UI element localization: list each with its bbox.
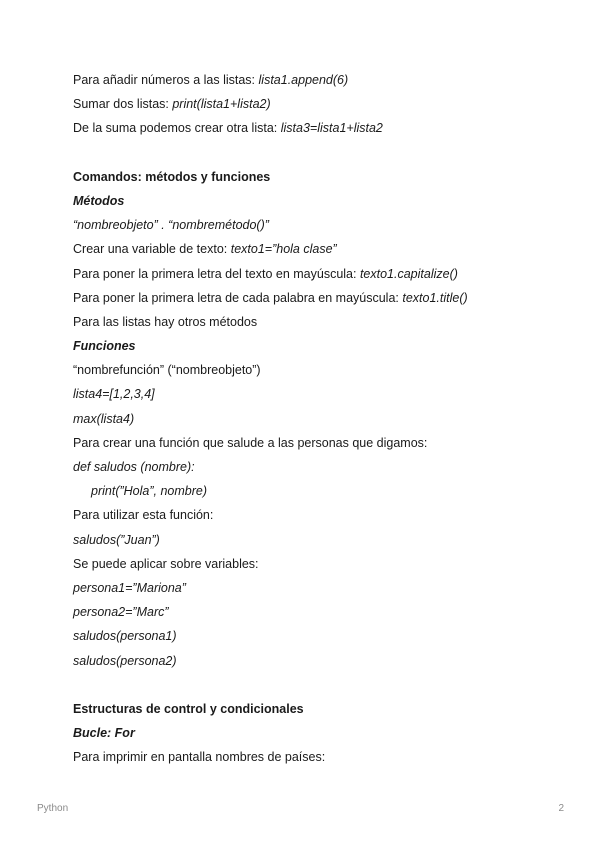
code-line: persona2=”Marc” [73, 605, 169, 620]
inline-text: Para poner la primera letra de cada palabra en mayúscula: [73, 290, 403, 305]
code-line-indented: print(”Hola”, nombre) [91, 484, 208, 499]
code-line: saludos(persona1) [73, 629, 177, 644]
paragraph-line [73, 290, 573, 306]
code-line: persona1=”Mariona” [73, 580, 186, 595]
inline-code: texto1=”hola clase” [230, 242, 337, 257]
inline-text: Sumar dos listas: [73, 97, 173, 112]
paragraph-line [73, 96, 573, 112]
inline-text: Crear una variable de texto: [73, 242, 231, 257]
inline-text: Para añadir números a las listas: [73, 73, 259, 87]
code-line: def saludos (nombre): [73, 460, 195, 474]
code-line: saludos(persona2) [73, 653, 177, 668]
inline-code: lista3=lista1+lista2 [280, 121, 383, 136]
inline-code: texto1.capitalize() [359, 266, 458, 281]
code-line: max(lista4) [73, 411, 135, 426]
inline-text: De la suma podemos crear otra lista: [73, 121, 281, 136]
paragraph-line: Para las listas hay otros métodos [73, 314, 258, 329]
paragraph-line: Se puede aplicar sobre variables: [73, 556, 259, 571]
inline-code: texto1.title() [402, 290, 468, 305]
subsection-heading: Bucle: For [73, 726, 135, 741]
paragraph-line [73, 72, 573, 88]
page-number: 2 [558, 803, 564, 814]
paragraph-line: Para crear una función que salude a las personas que digamos: [73, 435, 428, 450]
inline-text: Para poner la primera letra del texto en mayúscula: [73, 266, 360, 281]
code-line: saludos(”Juan”) [73, 532, 160, 547]
subsection-heading: Métodos [73, 193, 125, 208]
code-line: lista4=[1,2,3,4] [73, 387, 155, 402]
paragraph-line: Para imprimir en pantalla nombres de países: [73, 750, 326, 765]
blank-line [73, 145, 573, 161]
blank-line [73, 677, 573, 693]
section-heading: Estructuras de control y condicionales [73, 701, 304, 716]
document-body [73, 72, 573, 773]
subsection-heading: Funciones [73, 339, 136, 354]
paragraph-line [73, 241, 573, 257]
paragraph-line [73, 120, 573, 136]
paragraph-line: Para utilizar esta función: [73, 508, 214, 523]
inline-code: print(lista1+lista2) [172, 97, 271, 112]
code-line: “nombreobjeto” . “nombremétodo()” [73, 218, 269, 233]
section-heading: Comandos: métodos y funciones [73, 169, 271, 184]
inline-code: lista1.append(6) [258, 73, 349, 87]
paragraph-line: “nombrefunción” (“nombreobjeto”) [73, 363, 261, 378]
paragraph-line [73, 266, 573, 282]
footer-title: Python [37, 803, 69, 814]
